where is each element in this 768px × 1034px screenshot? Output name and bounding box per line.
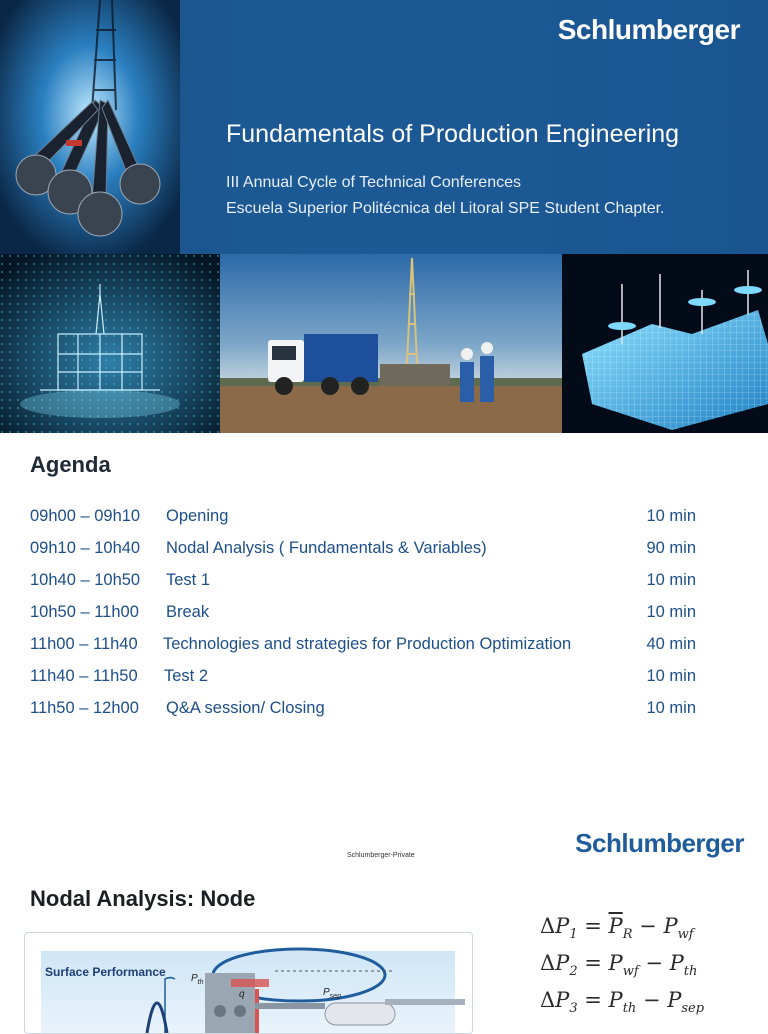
agenda-topic: Break bbox=[166, 603, 210, 621]
agenda-item bbox=[30, 603, 730, 635]
agenda-time: 11h40 – 11h50 bbox=[30, 667, 138, 685]
agenda-time: 10h40 – 10h50 bbox=[30, 571, 141, 589]
surface-performance-label: Surface Performance bbox=[45, 965, 166, 979]
agenda-duration: 10 min bbox=[646, 571, 696, 589]
agenda-topic: Test 1 bbox=[166, 571, 211, 589]
agenda-duration: 10 min bbox=[646, 603, 696, 621]
agenda-item bbox=[30, 507, 730, 539]
slide-title: Nodal Analysis: Node bbox=[30, 886, 256, 911]
subtitle-host: Escuela Superior Politécnica del Litoral SPE Student Chapter. bbox=[226, 200, 665, 217]
drill-bits-image bbox=[0, 0, 180, 254]
agenda-item bbox=[30, 699, 730, 731]
agenda-item bbox=[30, 667, 730, 699]
drilling-site-image bbox=[220, 254, 562, 433]
nodal-analysis-diagram bbox=[24, 932, 473, 1034]
agenda-time: 09h00 – 09h10 bbox=[30, 507, 141, 525]
equation-dp2: $\Delta P_2 = P_{wf} - P_{th}$ bbox=[540, 951, 698, 980]
agenda-duration: 10 min bbox=[646, 699, 696, 717]
classification-label: Schlumberger-Private bbox=[347, 852, 415, 859]
agenda-time: 10h50 – 11h00 bbox=[30, 603, 139, 621]
psep-label: $P_{sep}$ bbox=[323, 987, 341, 1000]
agenda-duration: 10 min bbox=[646, 507, 696, 525]
presentation-title: Fundamentals of Production Engineering bbox=[226, 120, 680, 148]
equation-dp3: $\Delta P_3 = P_{th} - P_{sep}$ bbox=[540, 988, 705, 1017]
agenda-topic: Opening bbox=[166, 507, 229, 525]
pth-label: $P_{th}$ bbox=[191, 973, 204, 986]
agenda-time: 11h50 – 12h00 bbox=[30, 699, 139, 717]
offshore-platform-image bbox=[0, 254, 220, 433]
agenda-topic: Q&A session/ Closing bbox=[166, 699, 325, 717]
agenda-duration: 90 min bbox=[646, 539, 696, 557]
agenda-duration: 10 min bbox=[646, 667, 696, 685]
agenda-heading: Agenda bbox=[30, 452, 111, 477]
pressure-drop-equations bbox=[540, 914, 704, 1025]
agenda-time: 09h10 – 10h40 bbox=[30, 539, 141, 557]
agenda-item bbox=[30, 539, 730, 571]
schlumberger-logo: Schlumberger bbox=[557, 14, 740, 45]
flow-rate-label: q bbox=[239, 989, 245, 1000]
agenda-list bbox=[30, 507, 730, 731]
title-banner bbox=[0, 0, 768, 254]
agenda-item bbox=[30, 571, 730, 603]
agenda-duration: 40 min bbox=[646, 635, 696, 653]
agenda-topic: Nodal Analysis ( Fundamentals & Variables) bbox=[166, 539, 487, 557]
agenda-topic: Test 2 bbox=[164, 667, 209, 685]
subtitle-event: III Annual Cycle of Technical Conferences bbox=[226, 174, 521, 191]
agenda-topic: Technologies and strategies for Production Optimization bbox=[163, 635, 572, 653]
agenda-time: 11h00 – 11h40 bbox=[30, 635, 138, 653]
reservoir-model-image bbox=[562, 254, 768, 433]
schlumberger-logo: Schlumberger bbox=[575, 828, 744, 858]
equation-dp1: $\Delta P_1 = \overline{P}_R - P_{wf}$ bbox=[540, 914, 694, 943]
agenda-item bbox=[30, 635, 730, 667]
